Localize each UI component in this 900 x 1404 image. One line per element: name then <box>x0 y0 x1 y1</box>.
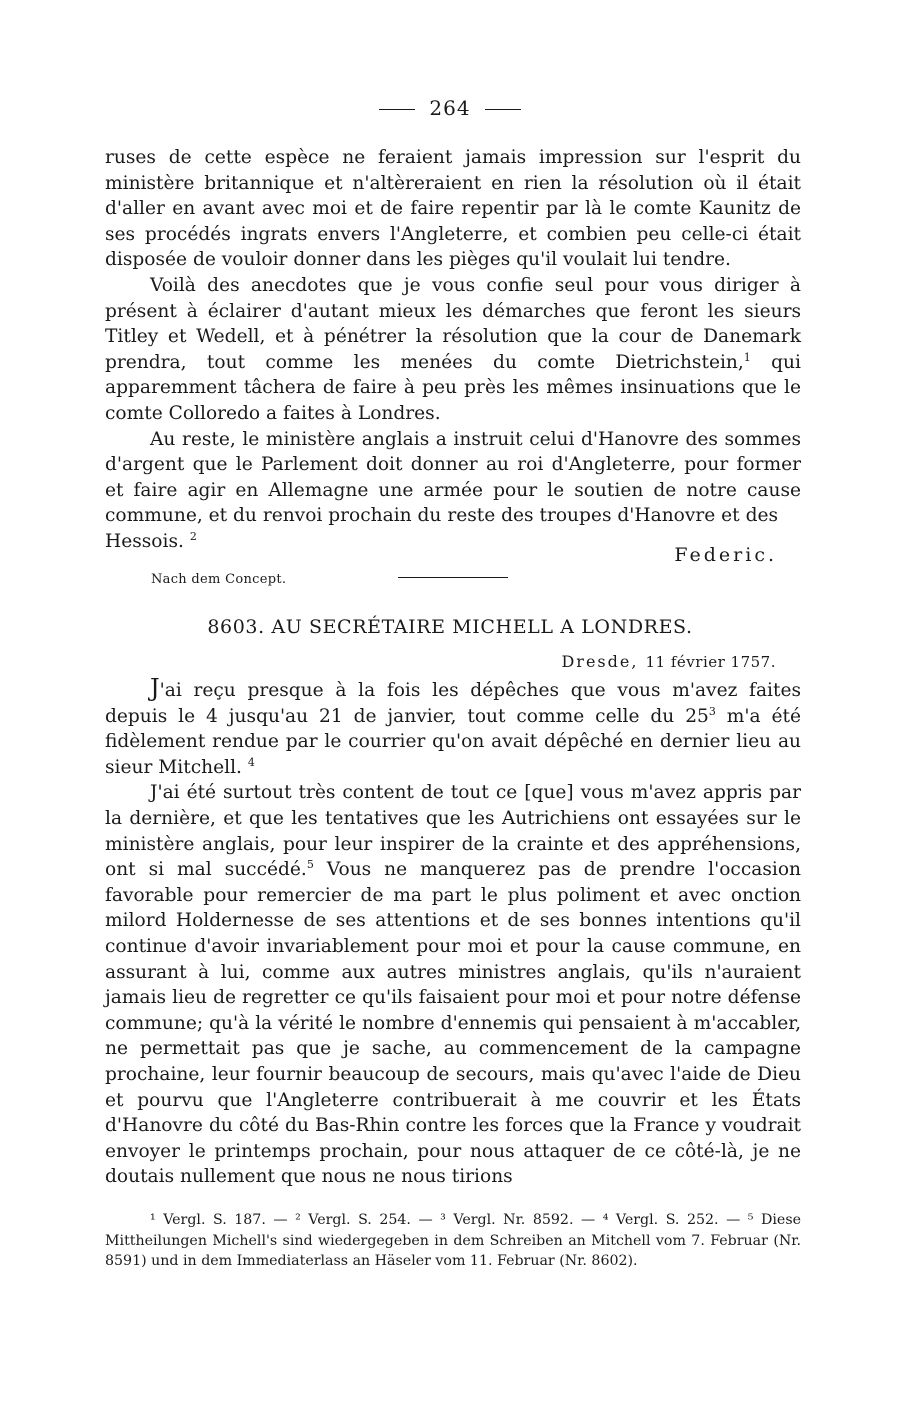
source-note: Nach dem Concept. <box>151 571 287 587</box>
footnote-mark-3: 3 <box>708 704 716 718</box>
page-header <box>0 96 900 120</box>
initial-letter: J <box>150 674 160 702</box>
letter-date: 11 février 1757. <box>645 653 776 671</box>
letter-paragraph-2 <box>105 780 801 1190</box>
paragraph-reste: Au reste, le ministère anglais a instruit celui d'Hanovre des sommes d'argent que le Parlement doit donner au roi d'Angleterre, pour former et faire agir en Allemagne une armée pour le soutien de notre cause commune, et du renvoi prochain du reste des troupes d'Hanovre et des <box>105 428 801 527</box>
paragraph-anecdotes-text-a: Voilà des anecdotes que je vous confie seul pour vous diriger à présent à éclairer d'autant mieux les démarches que feront les sieurs Titley et Wedell, et à pénétrer la résolution que la cour de Danemark prendra, tout comme les menées du comte Dietrichstein, <box>105 274 801 373</box>
footnote-mark-2: 2 <box>189 529 197 543</box>
letter-paragraph-2-text-b: Vous ne manquerez pas de prendre l'occasion favorable pour remercier de ma part le plus poliment et avec onction milord Holdernesse de ses attentions et de ses bonnes intentions qu'il continue d'avoir invariablement pour moi et pour la cause commune, en assurant à lui, comme aux autres ministres anglais, qu'ils n'auraient jamais lieu de regretter ce qu'ils faisaient pour moi et pour notre défense commune; qu'à la vérité le nombre d'ennemis qui pensaient à m'accabler, ne permettait pas que je sache, au commencement de la campagne prochaine, leur fournir beaucoup de secours, mais qu'avec l'aide de Dieu et pourvu que l'Angleterre contribuerait à me couvrir et les États d'Hanovre du côté du Bas-Rhin contre les forces que la France y voudrait envoyer le printemps prochain, pour nous attaquer de ce côté-là, je ne doutais nullement que nous ne nous tirions <box>105 859 801 1188</box>
letter-heading: 8603. AU SECRÉTAIRE MICHELL A LONDRES. <box>207 616 693 638</box>
footnote-mark-5: 5 <box>306 857 314 871</box>
closing-line-text: Hessois. <box>105 530 184 552</box>
letter-paragraph-1 <box>105 676 801 780</box>
header-dash-left <box>379 109 415 110</box>
closing-row <box>105 529 801 587</box>
continued-letter-text <box>105 145 801 587</box>
letter-place: Dresde, <box>561 652 639 671</box>
section-divider <box>398 577 508 578</box>
header-dash-right <box>485 109 521 110</box>
letter-body <box>105 676 801 1190</box>
footnotes <box>105 1210 801 1272</box>
letter-paragraph-1-text-a: 'ai reçu presque à la fois les dépêches que vous m'avez faites depuis le 4 jusqu'au 21 de janvier, tout comme celle du 25 <box>105 680 801 727</box>
closing-line <box>105 529 197 555</box>
letter-paragraph-2-text-a: J'ai été surtout très content de tout ce [que] vous m'avez appris par la dernière, et que les tentatives que les Autrichiens ont essayées sur le ministère anglais, pour leur inspirer de la crainte et des appréhensions, ont si mal succédé. <box>105 782 801 881</box>
paragraph-anecdotes <box>105 273 801 427</box>
paragraph-anecdotes-text-b: qui apparemment tâchera de faire à peu près les mêmes insinuations que le comte Colloredo a faites à Londres. <box>105 351 801 424</box>
footnote-mark-4: 4 <box>247 755 255 769</box>
signature: Federic. <box>674 543 777 566</box>
letter-dateline <box>561 652 776 671</box>
paragraph-continuation: ruses de cette espèce ne feraient jamais impression sur l'esprit du ministère britannique et n'altèreraient en rien la résolution où il était d'aller en avant avec moi et de faire repentir par là le comte Kaunitz de ses procédés ingrats envers l'Angleterre, et combien peu celle-ci était disposée de vouloir donner dans les pièges qu'il voulait lui tendre. <box>105 147 801 271</box>
letter-paragraph-1-text-b: m'a été fidèlement rendue par le courrier qu'on avait dépêché en dernier lieu au sieur Mitchell. <box>105 705 801 778</box>
footnote-mark-1: 1 <box>743 350 751 364</box>
footnotes-text: ¹ Vergl. S. 187. — ² Vergl. S. 254. — ³ Vergl. Nr. 8592. — ⁴ Vergl. S. 252. — ⁵ Diese Mittheilungen Michell's sind wiedergegeben in dem Schreiben an Mitchell vom 7. Februar (Nr. 8591) und in dem Immediaterlass an Häseler vom 11. Februar (Nr. 8602). <box>105 1212 801 1270</box>
page-number: 264 <box>429 96 471 120</box>
